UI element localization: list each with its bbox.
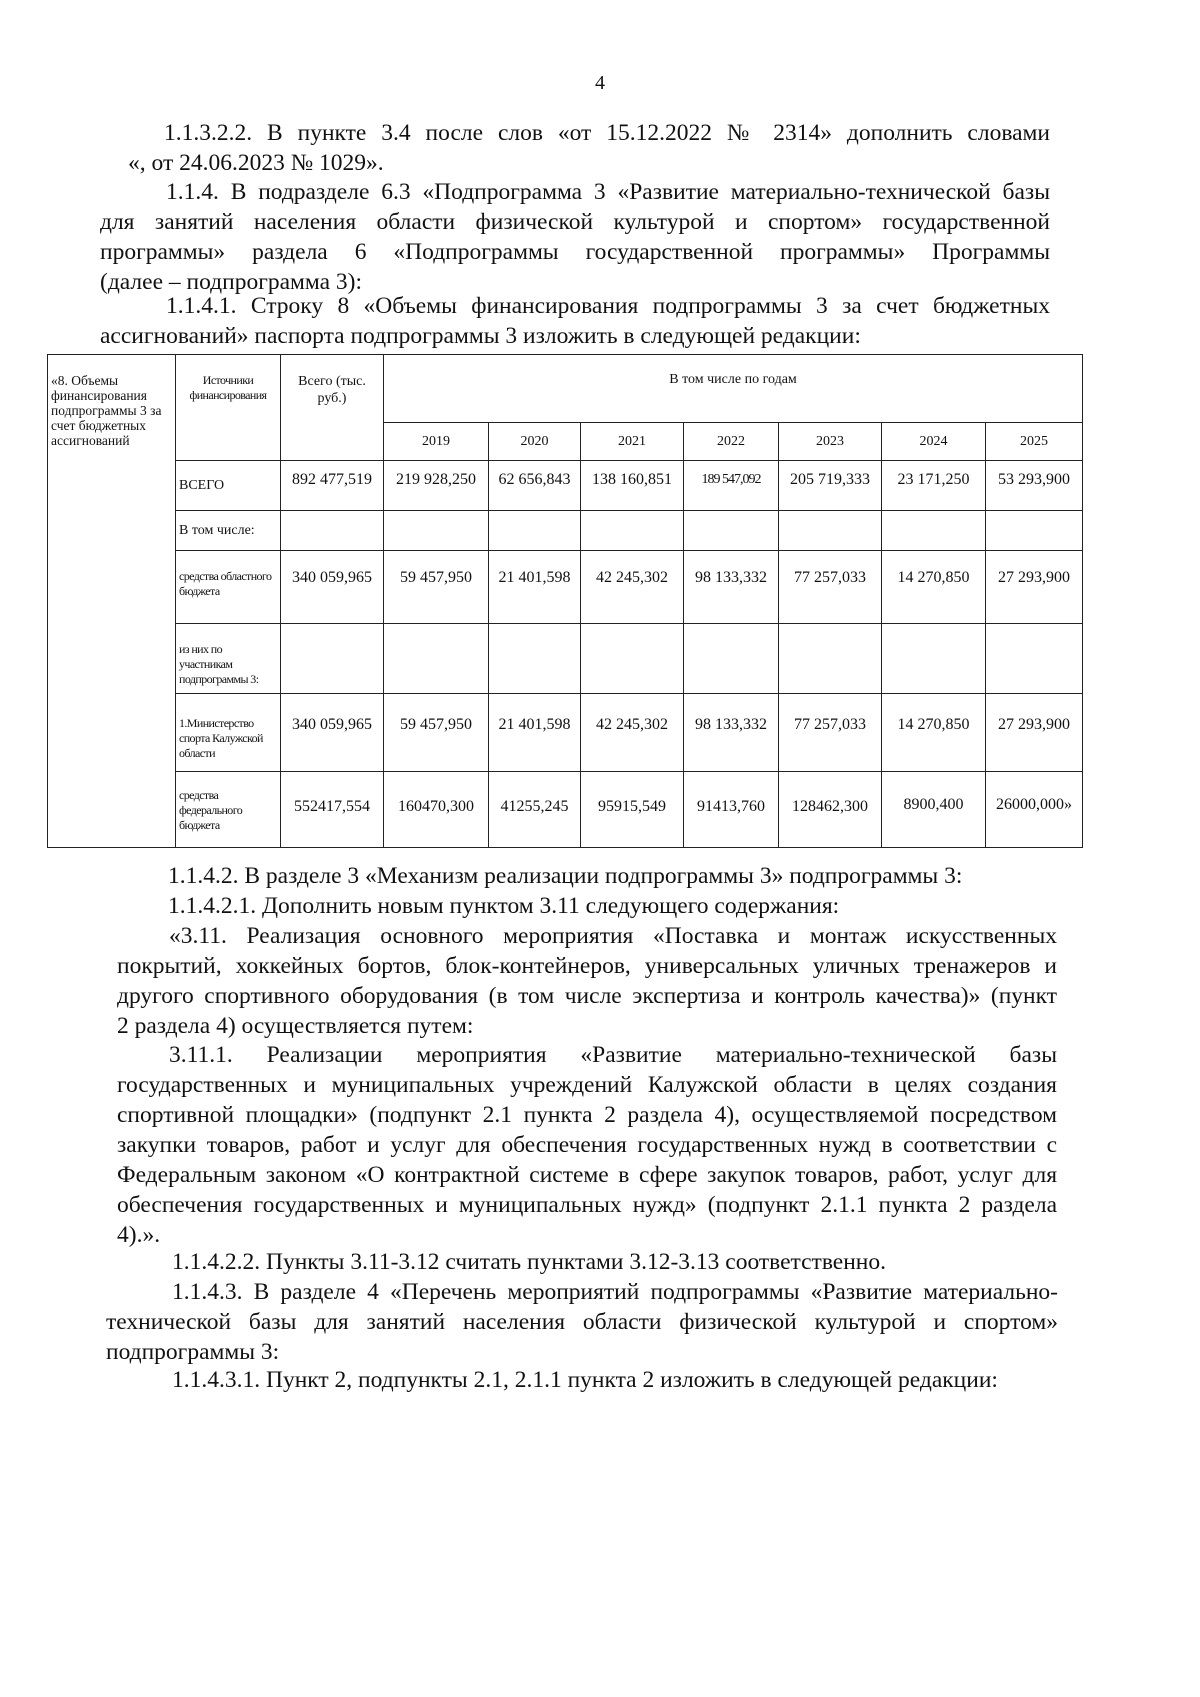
- text-line: обеспечения государственных и муниципальных нужд» (подпункт 2.1.1 пункта 2 раздела: [117, 1192, 1057, 1218]
- row-value: 41255,245: [489, 771, 581, 847]
- row-title-cell-continued: [48, 461, 176, 511]
- row-value: 14 270,850: [882, 693, 986, 771]
- row-value: 14 270,850: [882, 551, 986, 623]
- row-label: из них по участникам подпрограммы 3:: [176, 623, 281, 693]
- table-row: [48, 511, 1083, 551]
- table-row: [48, 693, 1083, 771]
- text-line: 1.1.4.3. В разделе 4 «Перечень мероприятий подпрограммы «Развитие материально-: [172, 1279, 1058, 1305]
- row-value: 53 293,900: [986, 461, 1083, 511]
- row-value: [489, 623, 581, 693]
- row-value: [384, 511, 489, 551]
- text-line: технической базы для занятий населения области физической культурой и спортом»: [106, 1309, 1058, 1335]
- row-value: 77 257,033: [779, 551, 882, 623]
- row-value: [779, 623, 882, 693]
- table-row: [48, 771, 1083, 847]
- text-line: программы» раздела 6 «Подпрограммы государственной программы» Программы: [100, 239, 1050, 265]
- row-title-cell-continued: [48, 693, 176, 771]
- row-value: 219 928,250: [384, 461, 489, 511]
- row-value: 189 547,092: [684, 461, 779, 511]
- text-line: (далее – подпрограмма 3):: [100, 269, 362, 295]
- text-line: «, от 24.06.2023 № 1029».: [128, 150, 384, 176]
- text-line: спортивной площадки» (подпункт 2.1 пункта 2 раздела 4), осуществляемой посредством: [117, 1102, 1057, 1128]
- col-header-by-years: В том числе по годам: [384, 355, 1083, 423]
- row-value: 27 293,900: [986, 693, 1083, 771]
- table-row: [48, 623, 1083, 693]
- text-line: подпрограммы 3:: [106, 1339, 280, 1365]
- row-value: [986, 623, 1083, 693]
- year-header: 2019: [384, 423, 489, 461]
- text-line: Федеральным законом «О контрактной системе в сфере закупок товаров, работ, услуг для: [117, 1162, 1057, 1188]
- col-header-sources: Источники финансирования: [176, 355, 281, 461]
- year-header: 2025: [986, 423, 1083, 461]
- row-label: средства федерального бюджета: [176, 771, 281, 847]
- row-label: 1.Министерство спорта Калужской области: [176, 693, 281, 771]
- row-value: 205 719,333: [779, 461, 882, 511]
- row-value: 98 133,332: [684, 693, 779, 771]
- row-title-cell: «8. Объемы финансирования подпрограммы 3 за счет бюджетных ассигнований: [48, 355, 176, 461]
- row-value: 21 401,598: [489, 693, 581, 771]
- row-label: В том числе:: [176, 511, 281, 551]
- paragraph-1-1-4-3: [106, 1277, 1058, 1367]
- paragraph-1-1-4: [100, 177, 1050, 297]
- row-value: 77 257,033: [779, 693, 882, 771]
- row-value: 160470,300: [384, 771, 489, 847]
- row-total: [281, 623, 384, 693]
- text-line: закупки товаров, работ и услуг для обеспечения государственных нужд в соответствии с: [117, 1132, 1057, 1158]
- row-value: 26000,000»: [986, 771, 1083, 847]
- table-row: [48, 461, 1083, 511]
- row-value: [684, 623, 779, 693]
- text-line: 1.1.4.3.1. Пункт 2, подпункты 2.1, 2.1.1 пункта 2 изложить в следующей редакции:: [172, 1367, 998, 1393]
- row-total: 552417,554: [281, 771, 384, 847]
- col-header-total: Всего (тыс. руб.): [281, 355, 384, 461]
- row-value: 59 457,950: [384, 551, 489, 623]
- row-value: 128462,300: [779, 771, 882, 847]
- row-value: 98 133,332: [684, 551, 779, 623]
- row-value: 62 656,843: [489, 461, 581, 511]
- paragraph-3-11: [117, 921, 1057, 1041]
- text-line: 1.1.4. В подразделе 6.3 «Подпрограмма 3 «Развитие материально-технической базы: [166, 179, 1050, 205]
- text-line: 1.1.3.2.2. В пункте 3.4 после слов «от 15.12.2022 № 2314» дополнить словами: [164, 120, 1050, 146]
- text-line: 1.1.4.2.2. Пункты 3.11-3.12 считать пунктами 3.12-3.13 соответственно.: [172, 1249, 886, 1275]
- paragraph-1-1-3-2-2: [118, 118, 1050, 178]
- financing-table: [47, 354, 1083, 848]
- text-line: государственных и муниципальных учреждений Калужской области в целях создания: [117, 1072, 1057, 1098]
- row-total: 340 059,965: [281, 693, 384, 771]
- row-value: 27 293,900: [986, 551, 1083, 623]
- row-value: 8900,400: [882, 771, 986, 847]
- row-total: 340 059,965: [281, 551, 384, 623]
- text-line: другого спортивного оборудования (в том числе экспертиза и контроль качества)» (пункт: [117, 983, 1057, 1009]
- text-line: 4).».: [117, 1222, 161, 1248]
- row-value: 21 401,598: [489, 551, 581, 623]
- row-value: [684, 511, 779, 551]
- row-value: 138 160,851: [581, 461, 684, 511]
- year-header: 2023: [779, 423, 882, 461]
- row-value: 23 171,250: [882, 461, 986, 511]
- table-row: [48, 551, 1083, 623]
- text-line: 1.1.4.2.1. Дополнить новым пунктом 3.11 следующего содержания:: [168, 893, 840, 919]
- year-header: 2024: [882, 423, 986, 461]
- row-value: 42 245,302: [581, 551, 684, 623]
- row-value: 95915,549: [581, 771, 684, 847]
- paragraph-3-11-1: [117, 1040, 1057, 1250]
- paragraph-1-1-4-2-2: [172, 1247, 1072, 1277]
- row-value: [489, 511, 581, 551]
- row-label: ВСЕГО: [176, 461, 281, 511]
- text-line: «3.11. Реализация основного мероприятия «Поставка и монтаж искусственных: [169, 923, 1057, 949]
- row-value: 42 245,302: [581, 693, 684, 771]
- row-title-cell-continued: [48, 511, 176, 551]
- text-line: 1.1.4.2. В разделе 3 «Механизм реализации подпрограммы 3» подпрограммы 3:: [168, 863, 963, 889]
- row-value: 59 457,950: [384, 693, 489, 771]
- year-header: 2020: [489, 423, 581, 461]
- row-value: [882, 511, 986, 551]
- row-value: [986, 511, 1083, 551]
- row-value: [882, 623, 986, 693]
- text-line: 3.11.1. Реализации мероприятия «Развитие материально-технической базы: [169, 1042, 1057, 1068]
- row-total: [281, 511, 384, 551]
- row-value: [581, 623, 684, 693]
- row-value: [384, 623, 489, 693]
- row-total: 892 477,519: [281, 461, 384, 511]
- row-value: [779, 511, 882, 551]
- row-label: средства областного бюджета: [176, 551, 281, 623]
- row-title-cell-continued: [48, 771, 176, 847]
- text-line: покрытий, хоккейных бортов, блок-контейнеров, универсальных уличных тренажеров и: [117, 953, 1057, 979]
- text-line: 1.1.4.1. Строку 8 «Объемы финансирования подпрограммы 3 за счет бюджетных: [166, 293, 1050, 319]
- page-number: 4: [595, 72, 605, 94]
- paragraph-1-1-4-3-1: [172, 1365, 1072, 1395]
- row-value: 91413,760: [684, 771, 779, 847]
- text-line: ассигнований» паспорта подпрограммы 3 изложить в следующей редакции:: [100, 323, 861, 349]
- row-title-cell-continued: [48, 551, 176, 623]
- text-line: для занятий населения области физической культурой и спортом» государственной: [100, 209, 1050, 235]
- text-line: 2 раздела 4) осуществляется путем:: [117, 1013, 474, 1039]
- year-header: 2022: [684, 423, 779, 461]
- paragraph-1-1-4-2-1: [168, 891, 1068, 921]
- paragraph-1-1-4-1: [100, 291, 1050, 351]
- paragraph-1-1-4-2: [168, 861, 1068, 891]
- row-value: [581, 511, 684, 551]
- row-title-cell-continued: [48, 623, 176, 693]
- year-header: 2021: [581, 423, 684, 461]
